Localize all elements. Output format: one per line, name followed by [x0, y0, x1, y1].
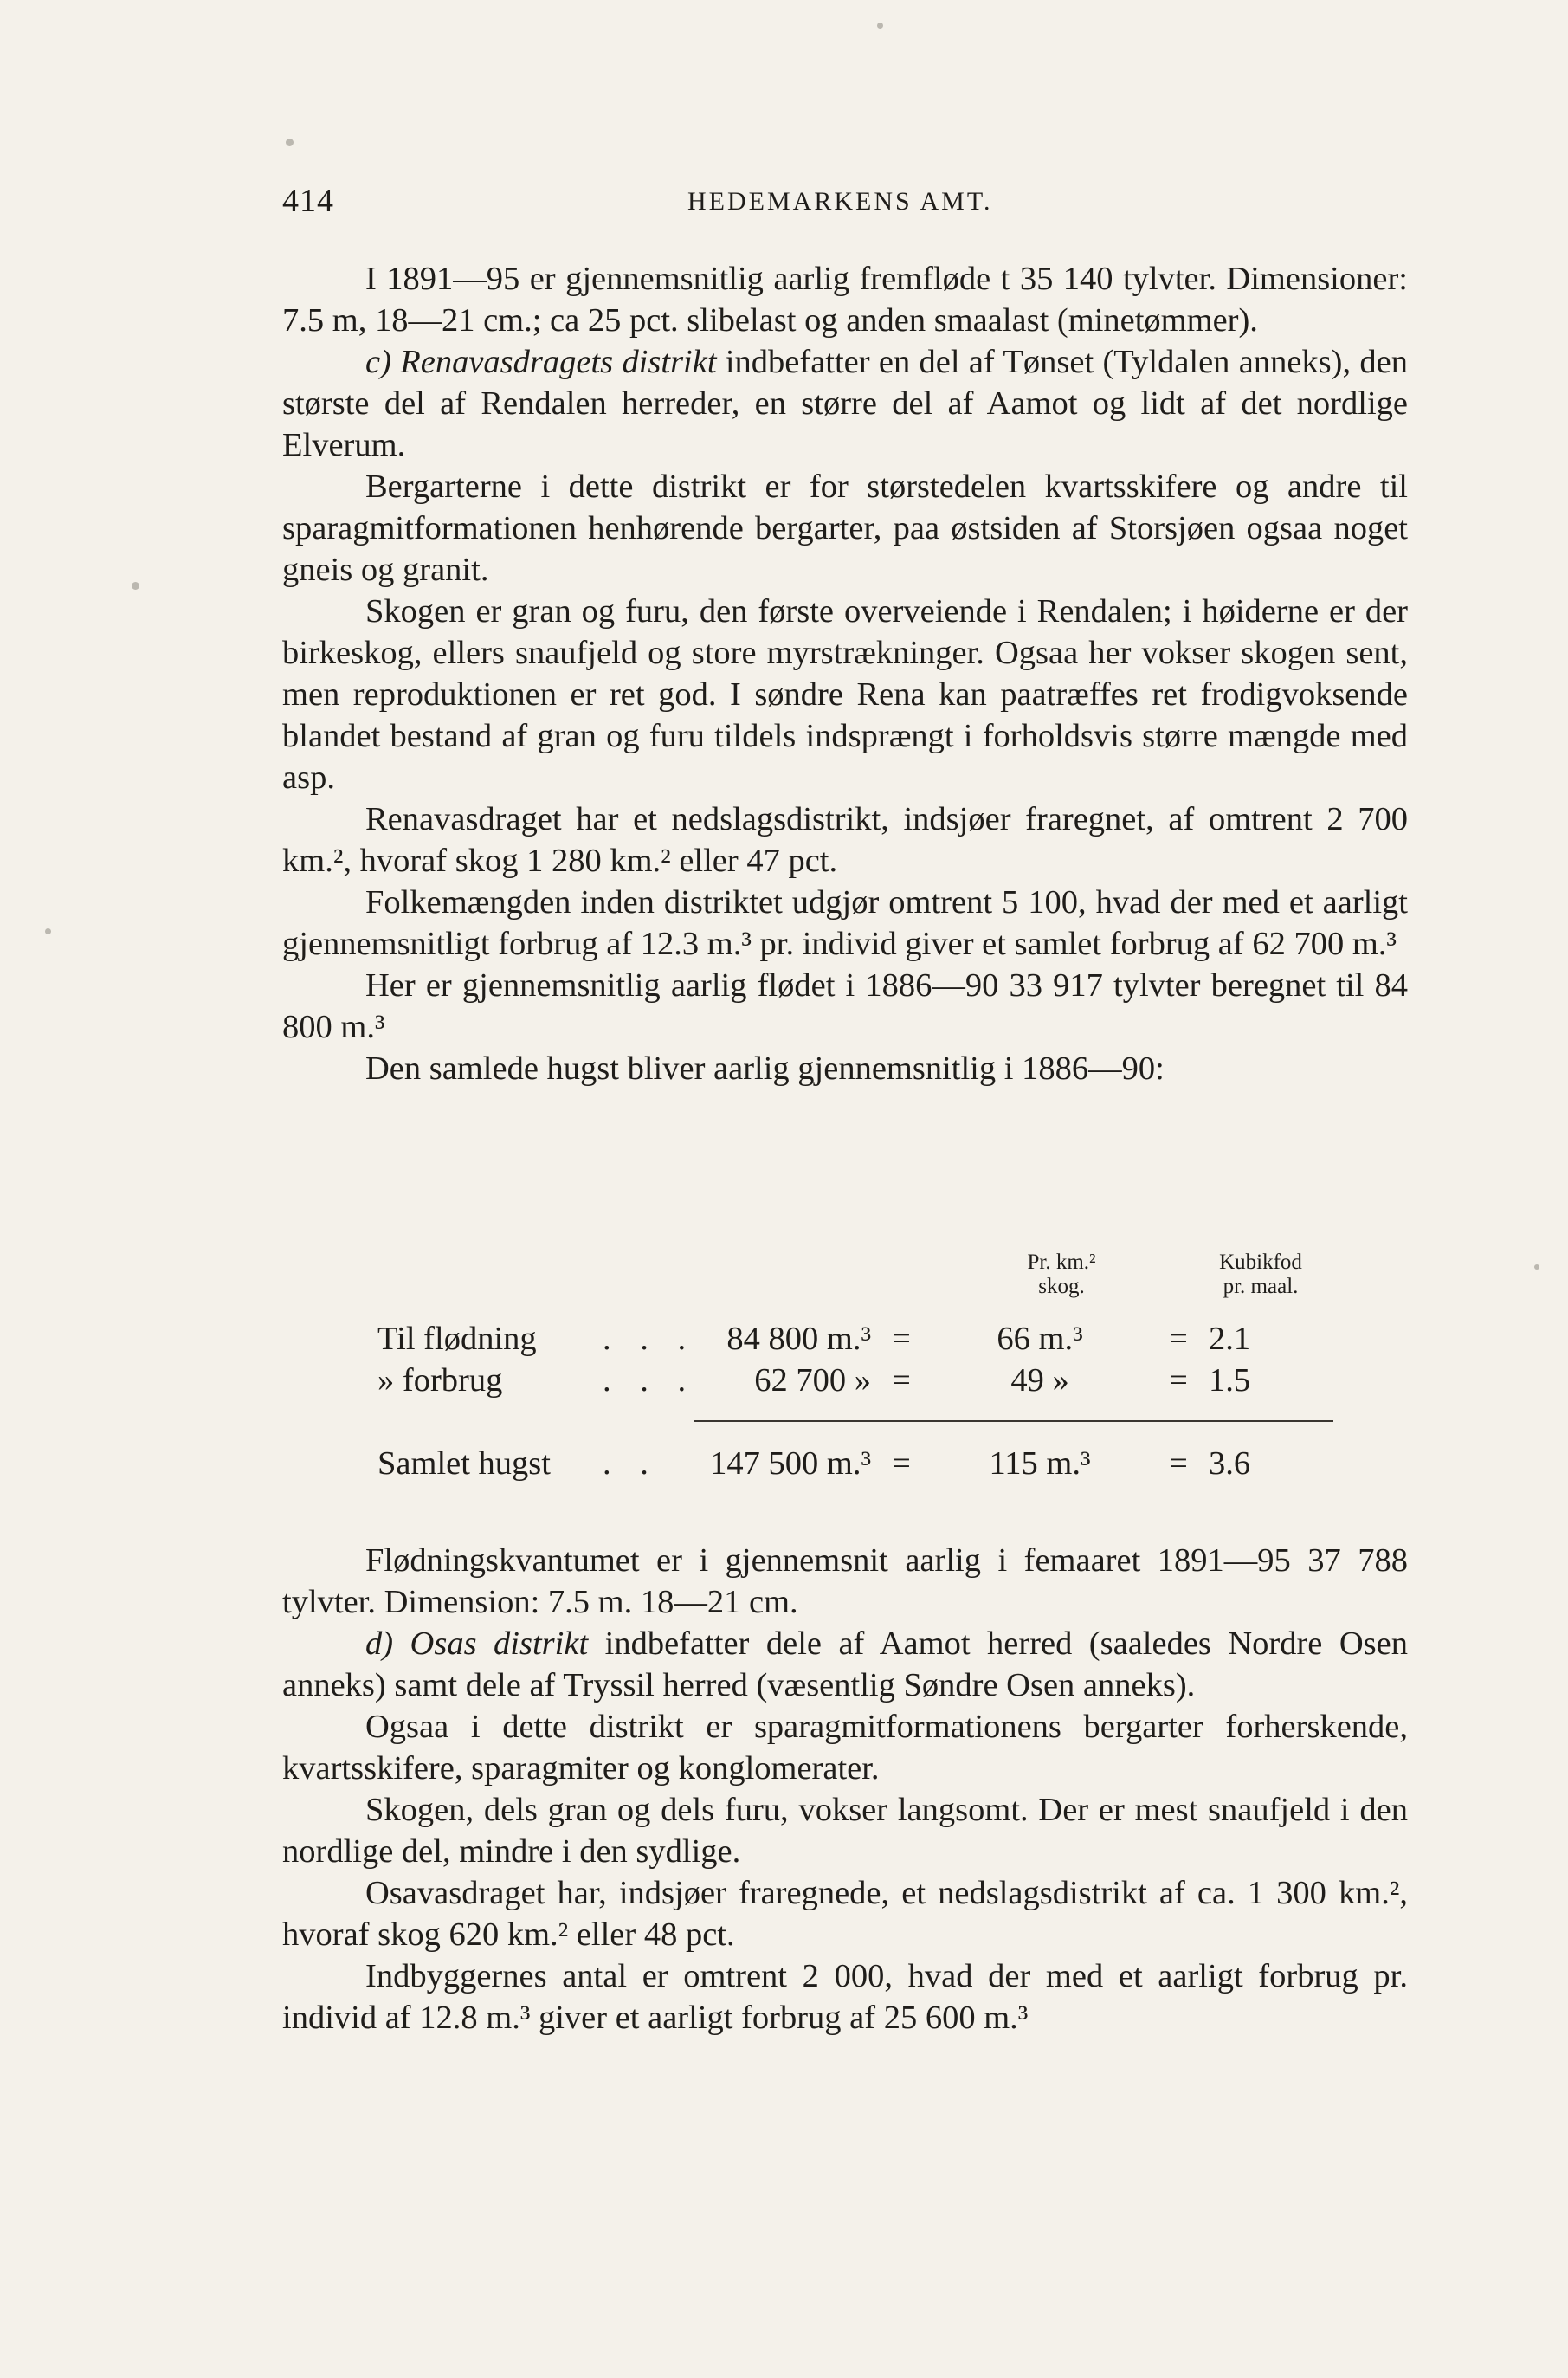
- paragraph-text: indbefatter en del af Tønset (Tyldalen anneks), den største del af Rendalen herreder, en større del af Aamot og lidt af det nordlige Elverum.: [282, 344, 1408, 463]
- paragraph: [282, 1048, 1408, 1089]
- paragraph: [282, 1540, 1408, 1623]
- row-leader-dots: . . .: [603, 1362, 697, 1399]
- row-leader-dots: . . .: [603, 1321, 697, 1357]
- paragraph: [282, 1872, 1408, 1955]
- body-text-lower: [282, 1540, 1408, 2039]
- row-kubikfod: 2.1: [1209, 1321, 1251, 1357]
- row-volume: 62 700 »: [754, 1362, 871, 1399]
- paragraph-text: indbefatter dele af Aamot herred (saaledes Nordre Osen anneks) samt dele af Tryssil herred (væsentlig Søndre Osen anneks).: [282, 1625, 1409, 1703]
- table-row: [282, 1318, 1408, 1360]
- paragraph-text: Renavasdraget har et nedslagsdistrikt, indsjøer fraregnet, af omtrent 2 700 km.², hvoraf skog 1 280 km.² eller 47 pct.: [282, 801, 1408, 879]
- paragraph: [282, 965, 1408, 1048]
- paragraph-text: Skogen, dels gran og dels furu, vokser langsomt. Der er mest snaufjeld i den nordlige del, mindre i den sydlige.: [282, 1792, 1408, 1870]
- table-row-total: [282, 1443, 1408, 1484]
- row-leader-dots: . .: [603, 1445, 659, 1482]
- section-heading-italic: d) Osas distrikt: [365, 1625, 589, 1662]
- column-head-line: Kubikfod: [1219, 1250, 1302, 1274]
- row-per-km: 115 m.³: [989, 1445, 1091, 1482]
- column-head-line: pr. maal.: [1223, 1275, 1299, 1298]
- scan-speck: [877, 23, 883, 29]
- row-label: Til flødning: [377, 1321, 537, 1357]
- paragraph: [282, 341, 1408, 466]
- paragraph-text: Osavasdraget har, indsjøer fraregnede, et nedslagsdistrikt af ca. 1 300 km.², hvoraf skog 620 km.² eller 48 pct.: [282, 1875, 1408, 1953]
- row-volume: 84 800 m.³: [726, 1321, 871, 1357]
- running-head: HEDEMARKENS AMT.: [687, 187, 993, 216]
- paragraph: [282, 258, 1408, 341]
- paragraph-text: Her er gjennemsnitlig aarlig flødet i 1886—90 33 917 tylvter beregnet til 84 800 m.³: [282, 967, 1408, 1045]
- row-per-km: 49 »: [1010, 1362, 1069, 1399]
- paragraph-text: Flødningskvantumet er i gjennemsnit aarlig i femaaret 1891—95 37 788 tylvter. Dimension: 7.5 m. 18—21 cm.: [282, 1542, 1408, 1620]
- body-text-upper: [282, 258, 1408, 1089]
- paragraph-text: Skogen er gran og furu, den første overveiende i Rendalen; i høiderne er der birkeskog, ellers snaufjeld og store myrstrækninger. Ogsaa her vokser skogen sent, men reproduktionen er ret god. I søndre Rena kan paatræffes ret frodigvoksende blandet bestand af gran og furu tildels indsprængt i forholdsvis større mængde med asp.: [282, 593, 1408, 796]
- paragraph-text: Indbyggernes antal er omtrent 2 000, hvad der med et aarligt forbrug pr. individ af 12.8 m.³ giver et aarligt forbrug af 25 600 m.³: [282, 1958, 1408, 2036]
- column-head-line: Pr. km.²: [1027, 1250, 1096, 1274]
- paragraph: [282, 1623, 1408, 1706]
- row-per-km: 66 m.³: [997, 1321, 1083, 1357]
- paragraph-text: I 1891—95 er gjennemsnitlig aarlig fremfløde t 35 140 tylvter. Dimensioner: 7.5 m, 18—21 cm.; ca 25 pct. slibelast og anden smaalast (minetømmer).: [282, 261, 1408, 339]
- scan-speck: [132, 582, 139, 590]
- equals-sign: =: [1169, 1362, 1188, 1399]
- row-volume: 147 500 m.³: [710, 1445, 871, 1482]
- paragraph-text: Ogsaa i dette distrikt er sparagmitformationens bergarter forherskende, kvartsskifere, sparagmiter og konglomerater.: [282, 1709, 1408, 1787]
- paragraph: [282, 1706, 1408, 1789]
- paragraph: [282, 882, 1408, 965]
- equals-sign: =: [892, 1321, 911, 1357]
- table-row: [282, 1360, 1408, 1401]
- paragraph: [282, 591, 1408, 798]
- section-heading-italic: c) Renavasdragets distrikt: [365, 344, 717, 380]
- row-kubikfod: 1.5: [1209, 1362, 1251, 1399]
- equals-sign: =: [1169, 1321, 1188, 1357]
- paragraph: [282, 798, 1408, 882]
- paragraph: [282, 466, 1408, 591]
- row-label: » forbrug: [377, 1362, 503, 1399]
- page-header: [282, 182, 1408, 225]
- row-kubikfod: 3.6: [1209, 1445, 1251, 1482]
- scan-speck: [1534, 1264, 1539, 1270]
- row-label: Samlet hugst: [377, 1445, 551, 1482]
- equals-sign: =: [892, 1445, 911, 1482]
- column-head-line: skog.: [1038, 1275, 1085, 1298]
- page-number: 414: [282, 183, 334, 219]
- harvest-table: [282, 1247, 1408, 1498]
- column-head-per-km-skog: [975, 1250, 1148, 1299]
- equals-sign: =: [1169, 1445, 1188, 1482]
- paragraph-text: Bergarterne i dette distrikt er for størstedelen kvartsskifere og andre til sparagmitformationen henhørende bergarter, paa østsiden af Storsjøen ogsaa noget gneis og granit.: [282, 468, 1408, 588]
- equals-sign: =: [892, 1362, 911, 1399]
- scan-speck: [45, 928, 51, 934]
- paragraph-text: Den samlede hugst bliver aarlig gjennemsnitlig i 1886—90:: [365, 1050, 1165, 1087]
- column-head-kubikfod: [1174, 1250, 1347, 1299]
- scan-speck: [286, 139, 294, 146]
- sum-rule: [694, 1420, 1333, 1422]
- paragraph-text: Folkemængden inden distriktet udgjør omtrent 5 100, hvad der med et aarligt gjennemsnitligt forbrug af 12.3 m.³ pr. individ giver et samlet forbrug af 62 700 m.³: [282, 884, 1408, 962]
- paragraph: [282, 1789, 1408, 1872]
- paragraph: [282, 1955, 1408, 2039]
